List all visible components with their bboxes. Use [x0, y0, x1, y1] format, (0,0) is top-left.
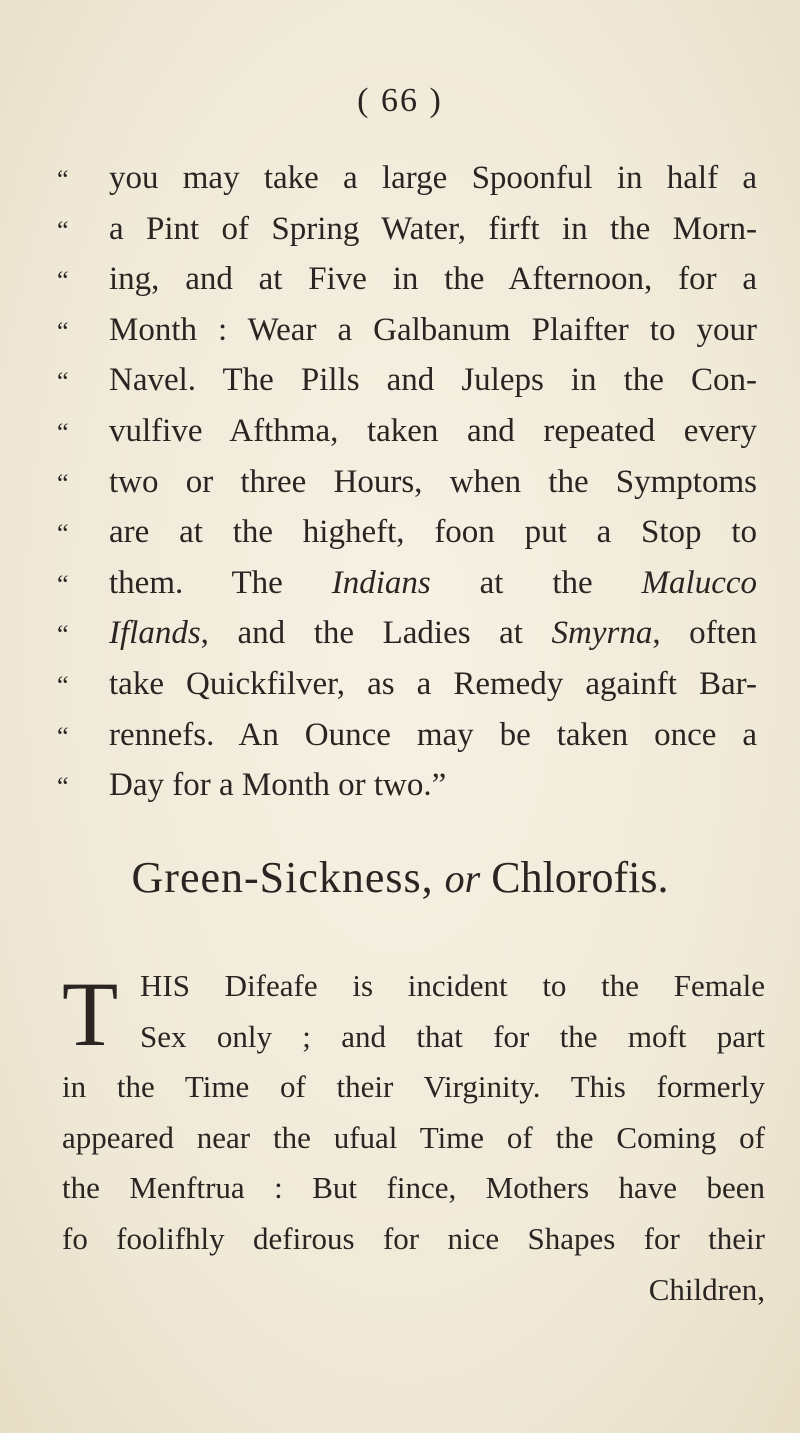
quote-line-text: Month : Wear a Galbanum Plaifter to your [109, 311, 757, 348]
quote-line [57, 312, 757, 363]
body-line: appeared near the ufual Time of the Coming of [62, 1119, 765, 1155]
quote-line-text: Day for a Month or two.” [109, 767, 447, 804]
quote-mark: “ [57, 670, 69, 700]
quote-mark: “ [57, 519, 69, 549]
quote-line-text: rennefs. An Ounce may be taken once a [109, 716, 757, 753]
italic-term-indians: Indians [331, 564, 431, 601]
quote-line-text: a Pint of Spring Water, firft in the Morn- [109, 210, 757, 247]
quote-line-text: take Quickfilver, as a Remedy againft Bar- [109, 665, 757, 702]
quote-line-text: vulfive Afthma, taken and repeated every [109, 412, 757, 449]
quote-line [57, 413, 757, 464]
italic-term-iflands: Iflands [109, 615, 201, 652]
quote-mark: “ [57, 316, 69, 346]
quoted-passage [57, 160, 757, 818]
quote-mark: “ [57, 367, 69, 397]
italic-term-malucco: Malucco [641, 564, 757, 601]
quote-line-text [109, 565, 757, 602]
quote-mark: “ [57, 417, 69, 447]
quote-line [57, 514, 757, 565]
quote-mark: “ [57, 215, 69, 245]
body-line: fo foolifhly defirous for nice Shapes for their [62, 1220, 765, 1256]
body-line: HIS Difeafe is incident to the Female [140, 968, 765, 1003]
quote-line-text: you may take a large Spoonful in half a [109, 160, 757, 196]
quote-line [57, 767, 757, 818]
quote-mark: “ [57, 772, 69, 802]
quote-mark: “ [57, 165, 69, 194]
page-number: ( 66 ) [357, 82, 443, 119]
section-heading [0, 852, 800, 903]
body-line: Sex only ; and that for the moft part [140, 1018, 765, 1054]
heading-main: Green-Sickness, [131, 853, 434, 902]
body-line: the Menftrua : But fince, Mothers have been [62, 1170, 765, 1206]
body-line: Children, [648, 1271, 765, 1307]
quote-line-text: two or three Hours, when the Symptoms [109, 463, 757, 500]
quote-line [57, 717, 757, 768]
quote-line [57, 261, 757, 312]
quote-line [57, 362, 757, 413]
quote-mark: “ [57, 266, 69, 296]
heading-alt: Chlorofis. [491, 853, 669, 902]
quote-line-text: are at the higheft, foon put a Stop to [109, 514, 757, 551]
quote-mark: “ [57, 620, 69, 650]
section-body [62, 963, 765, 1322]
drop-cap: T [62, 963, 119, 1065]
quote-line [57, 565, 757, 616]
quote-line [57, 666, 757, 717]
quote-line [57, 160, 757, 211]
quote-line-text: Navel. The Pills and Juleps in the Con- [109, 362, 757, 399]
quote-line [57, 615, 757, 666]
text-run: , often [652, 615, 757, 652]
text-run: , and the Ladies at [200, 615, 552, 652]
quote-line-text [109, 615, 757, 652]
quote-line [57, 464, 757, 515]
quote-mark: “ [57, 468, 69, 498]
italic-term-smyrna: Smyrna [551, 615, 653, 652]
quote-line-text: ing, and at Five in the Afternoon, for a [109, 261, 757, 298]
quote-mark: “ [57, 721, 69, 751]
quote-mark: “ [57, 569, 69, 599]
text-run: them. The [109, 564, 332, 601]
body-line: in the Time of their Virginity. This formerly [62, 1069, 765, 1105]
text-run: at the [430, 564, 642, 601]
quote-line [57, 211, 757, 262]
heading-or: or [444, 856, 481, 901]
